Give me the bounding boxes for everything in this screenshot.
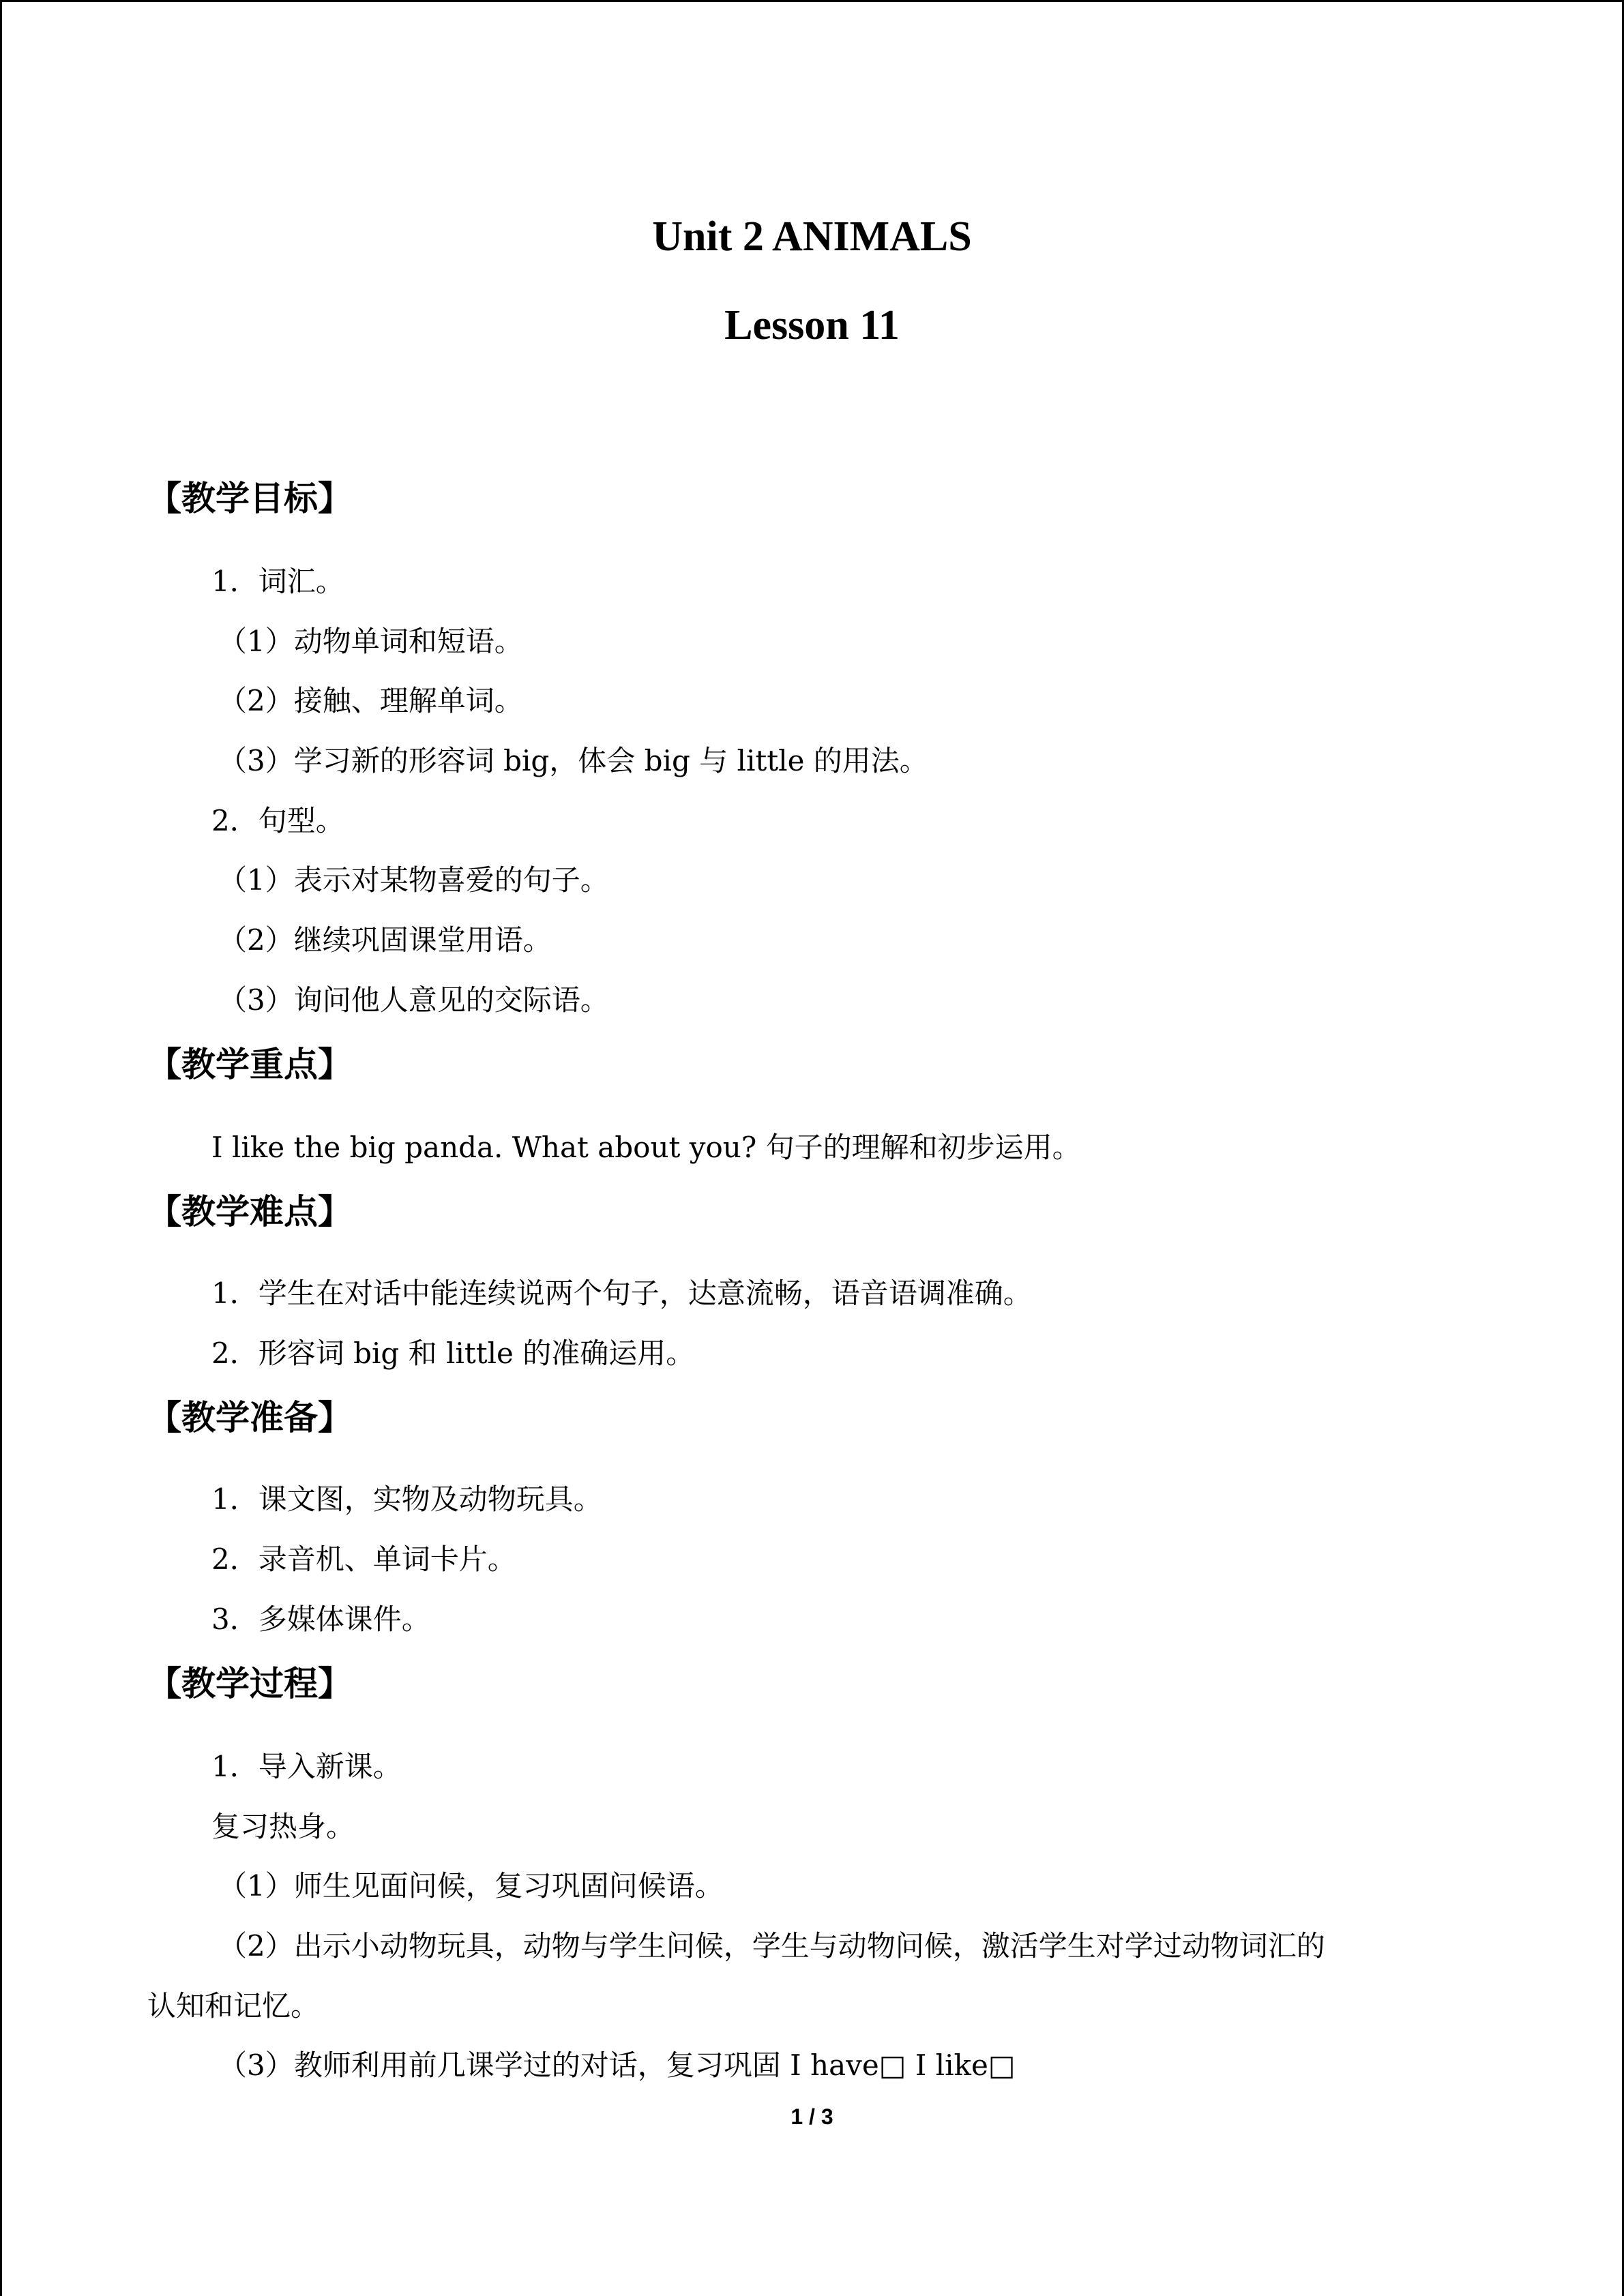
objectives-line-7: （2）继续巩固课堂用语。 xyxy=(218,923,552,957)
section-heading-difficulties: 【教学难点】 xyxy=(147,1192,352,1232)
preparation-line-1: 1．课文图，实物及动物玩具。 xyxy=(211,1482,602,1516)
objectives-line-4: （3）学习新的形容词 big，体会 big 与 little 的用法。 xyxy=(218,744,928,777)
preparation-line-2: 2．录音机、单词卡片。 xyxy=(211,1542,516,1576)
section-heading-process: 【教学过程】 xyxy=(147,1664,352,1703)
section-heading-key-points: 【教学重点】 xyxy=(147,1045,352,1084)
key-points-line-1: I like the big panda. What about you? 句子的理解和初步运用。 xyxy=(211,1131,1081,1164)
process-line-2: 复习热身。 xyxy=(211,1810,355,1843)
objectives-line-3: （2）接触、理解单词。 xyxy=(218,684,523,717)
process-line-6: （3）教师利用前几课学过的对话，复习巩固 I have□ I like□ xyxy=(218,2048,1016,2082)
objectives-line-1: 1．词汇。 xyxy=(211,565,344,598)
section-heading-preparation: 【教学准备】 xyxy=(147,1398,352,1437)
preparation-line-3: 3．多媒体课件。 xyxy=(211,1602,430,1636)
objectives-line-2: （1）动物单词和短语。 xyxy=(218,625,523,658)
objectives-line-6: （1）表示对某物喜爱的句子。 xyxy=(218,863,609,897)
difficulties-line-1: 1．学生在对话中能连续说两个句子，达意流畅，语音语调准确。 xyxy=(211,1277,1032,1310)
page-number: 1 / 3 xyxy=(791,2104,833,2129)
section-heading-objectives: 【教学目标】 xyxy=(147,479,352,518)
process-line-1: 1．导入新课。 xyxy=(211,1750,402,1783)
objectives-line-8: （3）询问他人意见的交际语。 xyxy=(218,983,609,1017)
document-title: Unit 2 ANIMALS xyxy=(652,213,972,260)
process-line-4: （2）出示小动物玩具，动物与学生问候，学生与动物问候，激活学生对学过动物词汇的 xyxy=(218,1929,1325,1963)
objectives-line-5: 2．句型。 xyxy=(211,804,344,837)
process-line-5: 认知和记忆。 xyxy=(147,1989,320,2023)
difficulties-line-2: 2．形容词 big 和 little 的准确运用。 xyxy=(211,1337,695,1370)
process-line-3: （1）师生见面问候，复习巩固问候语。 xyxy=(218,1869,724,1903)
lesson-title: Lesson 11 xyxy=(724,302,900,348)
